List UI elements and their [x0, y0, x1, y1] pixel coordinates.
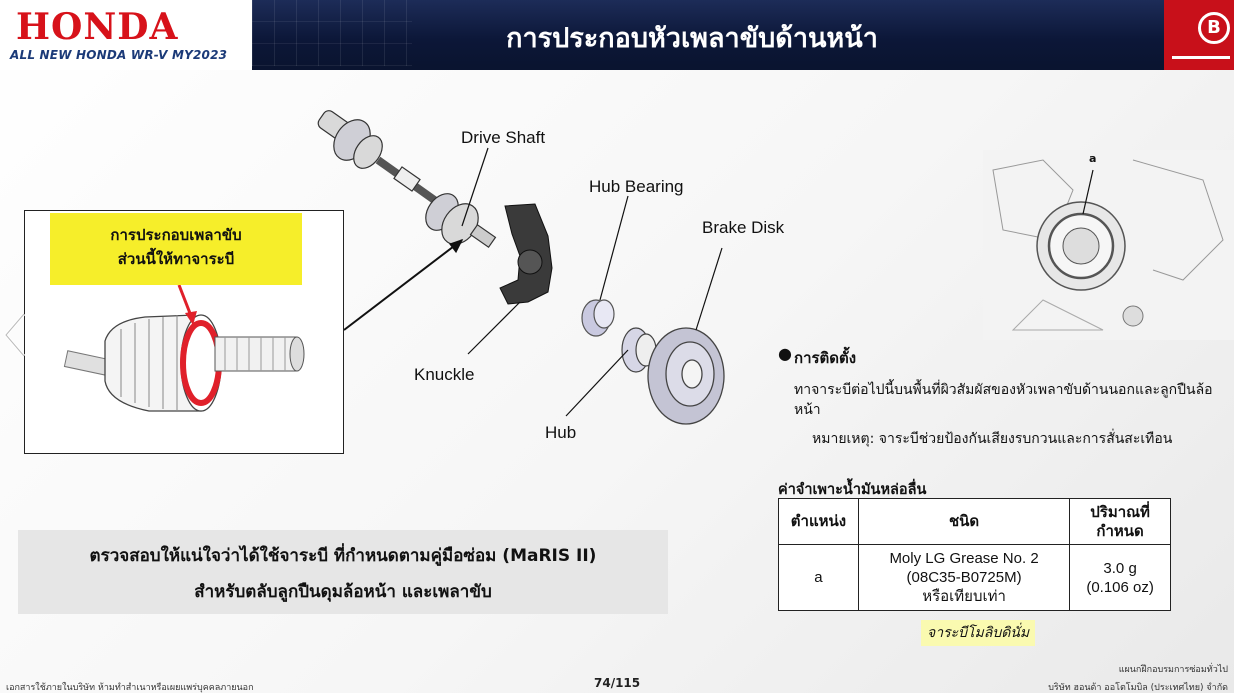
cell-position: a: [779, 545, 859, 611]
install-instruction: ทาจาระบีต่อไปนี้บนพื้นที่ผิวสัมผัสของหัวเพลาขับด้านนอกและลูกปืนล้อหน้า: [794, 382, 1213, 418]
install-heading: การติดตั้ง: [794, 349, 857, 367]
table-header-row: [779, 499, 1171, 545]
honda-logo: HONDA: [16, 6, 179, 48]
cell-quantity: [1070, 545, 1171, 611]
col-type: ชนิด: [858, 499, 1069, 545]
cell-type: [858, 545, 1069, 611]
hub-photo-drawing: [983, 150, 1234, 340]
install-note: หมายเหตุ: จาระบีช่วยป้องกันเสียงรบกวนและการสั่นสะเทือน: [812, 431, 1173, 447]
label-hub: Hub: [545, 423, 577, 442]
type-line-2: (08C35-B0725M): [906, 569, 1022, 586]
photo-label-a: a: [1089, 152, 1097, 165]
page-number: 74/115: [594, 676, 641, 690]
callout-line-1: การประกอบเพลาขับ: [110, 226, 242, 244]
label-brake-disk: Brake Disk: [702, 218, 785, 237]
warning-line-2: สำหรับตลับลูกปืนดุมล้อหน้า และเพลาขับ: [194, 582, 492, 602]
label-knuckle: Knuckle: [414, 365, 475, 384]
chevron-left-icon[interactable]: [2, 310, 28, 360]
model-name: ALL NEW HONDA WR-V MY2023: [10, 48, 228, 62]
knuckle-drawing: [500, 204, 552, 304]
table-row: [779, 545, 1171, 611]
label-hub-bearing: Hub Bearing: [589, 177, 684, 196]
lubricant-spec-table: [778, 498, 1171, 611]
brake-disk-drawing: [648, 328, 724, 424]
badge-letter: B: [1198, 12, 1230, 44]
hub-bearing-drawing: [582, 300, 614, 336]
warning-line-1: ตรวจสอบให้แน่ใจว่าได้ใช้จาระบี ที่กำหนดตามคู่มือซ่อม (MaRIS II): [89, 546, 597, 566]
col-quantity: ปริมาณที่กำหนด: [1070, 499, 1171, 545]
type-line-1: Moly LG Grease No. 2: [889, 550, 1039, 567]
col-position: ตำแหน่ง: [779, 499, 859, 545]
footer-department: แผนกฝึกอบรมการซ่อมทั่วไป: [1118, 665, 1228, 675]
qty-line-2: (0.106 oz): [1086, 578, 1154, 596]
bullet-icon: ●: [778, 344, 792, 363]
hub-photo: [983, 150, 1234, 340]
page-title: การประกอบหัวเพลาขับด้านหน้า: [506, 23, 878, 54]
type-line-3: หรือเทียบเท่า: [922, 588, 1006, 605]
grease-callout: [50, 213, 302, 285]
badge-line: [1172, 56, 1230, 59]
callout-line-2: ส่วนนี้ให้ทาจาระบี: [117, 250, 235, 268]
footer-company: บริษัท ฮอนด้า ออโตโมบิล (ประเทศไทย) จำกัด: [1048, 683, 1228, 693]
grease-type-label: จาระบีโมลิบดินั่ม: [921, 620, 1035, 646]
warning-box: [18, 530, 668, 614]
label-drive-shaft: Drive Shaft: [461, 128, 546, 147]
brand-badge: [1164, 0, 1234, 70]
footer-confidential: เอกสารใช้ภายในบริษัท ห้ามทำสำเนาหรือเผยแพร่บุคคลภายนอก: [6, 683, 254, 693]
qty-line-1: 3.0 g: [1103, 559, 1137, 577]
spec-caption: ค่าจำเพาะน้ำมันหล่อลื่น: [778, 482, 927, 498]
